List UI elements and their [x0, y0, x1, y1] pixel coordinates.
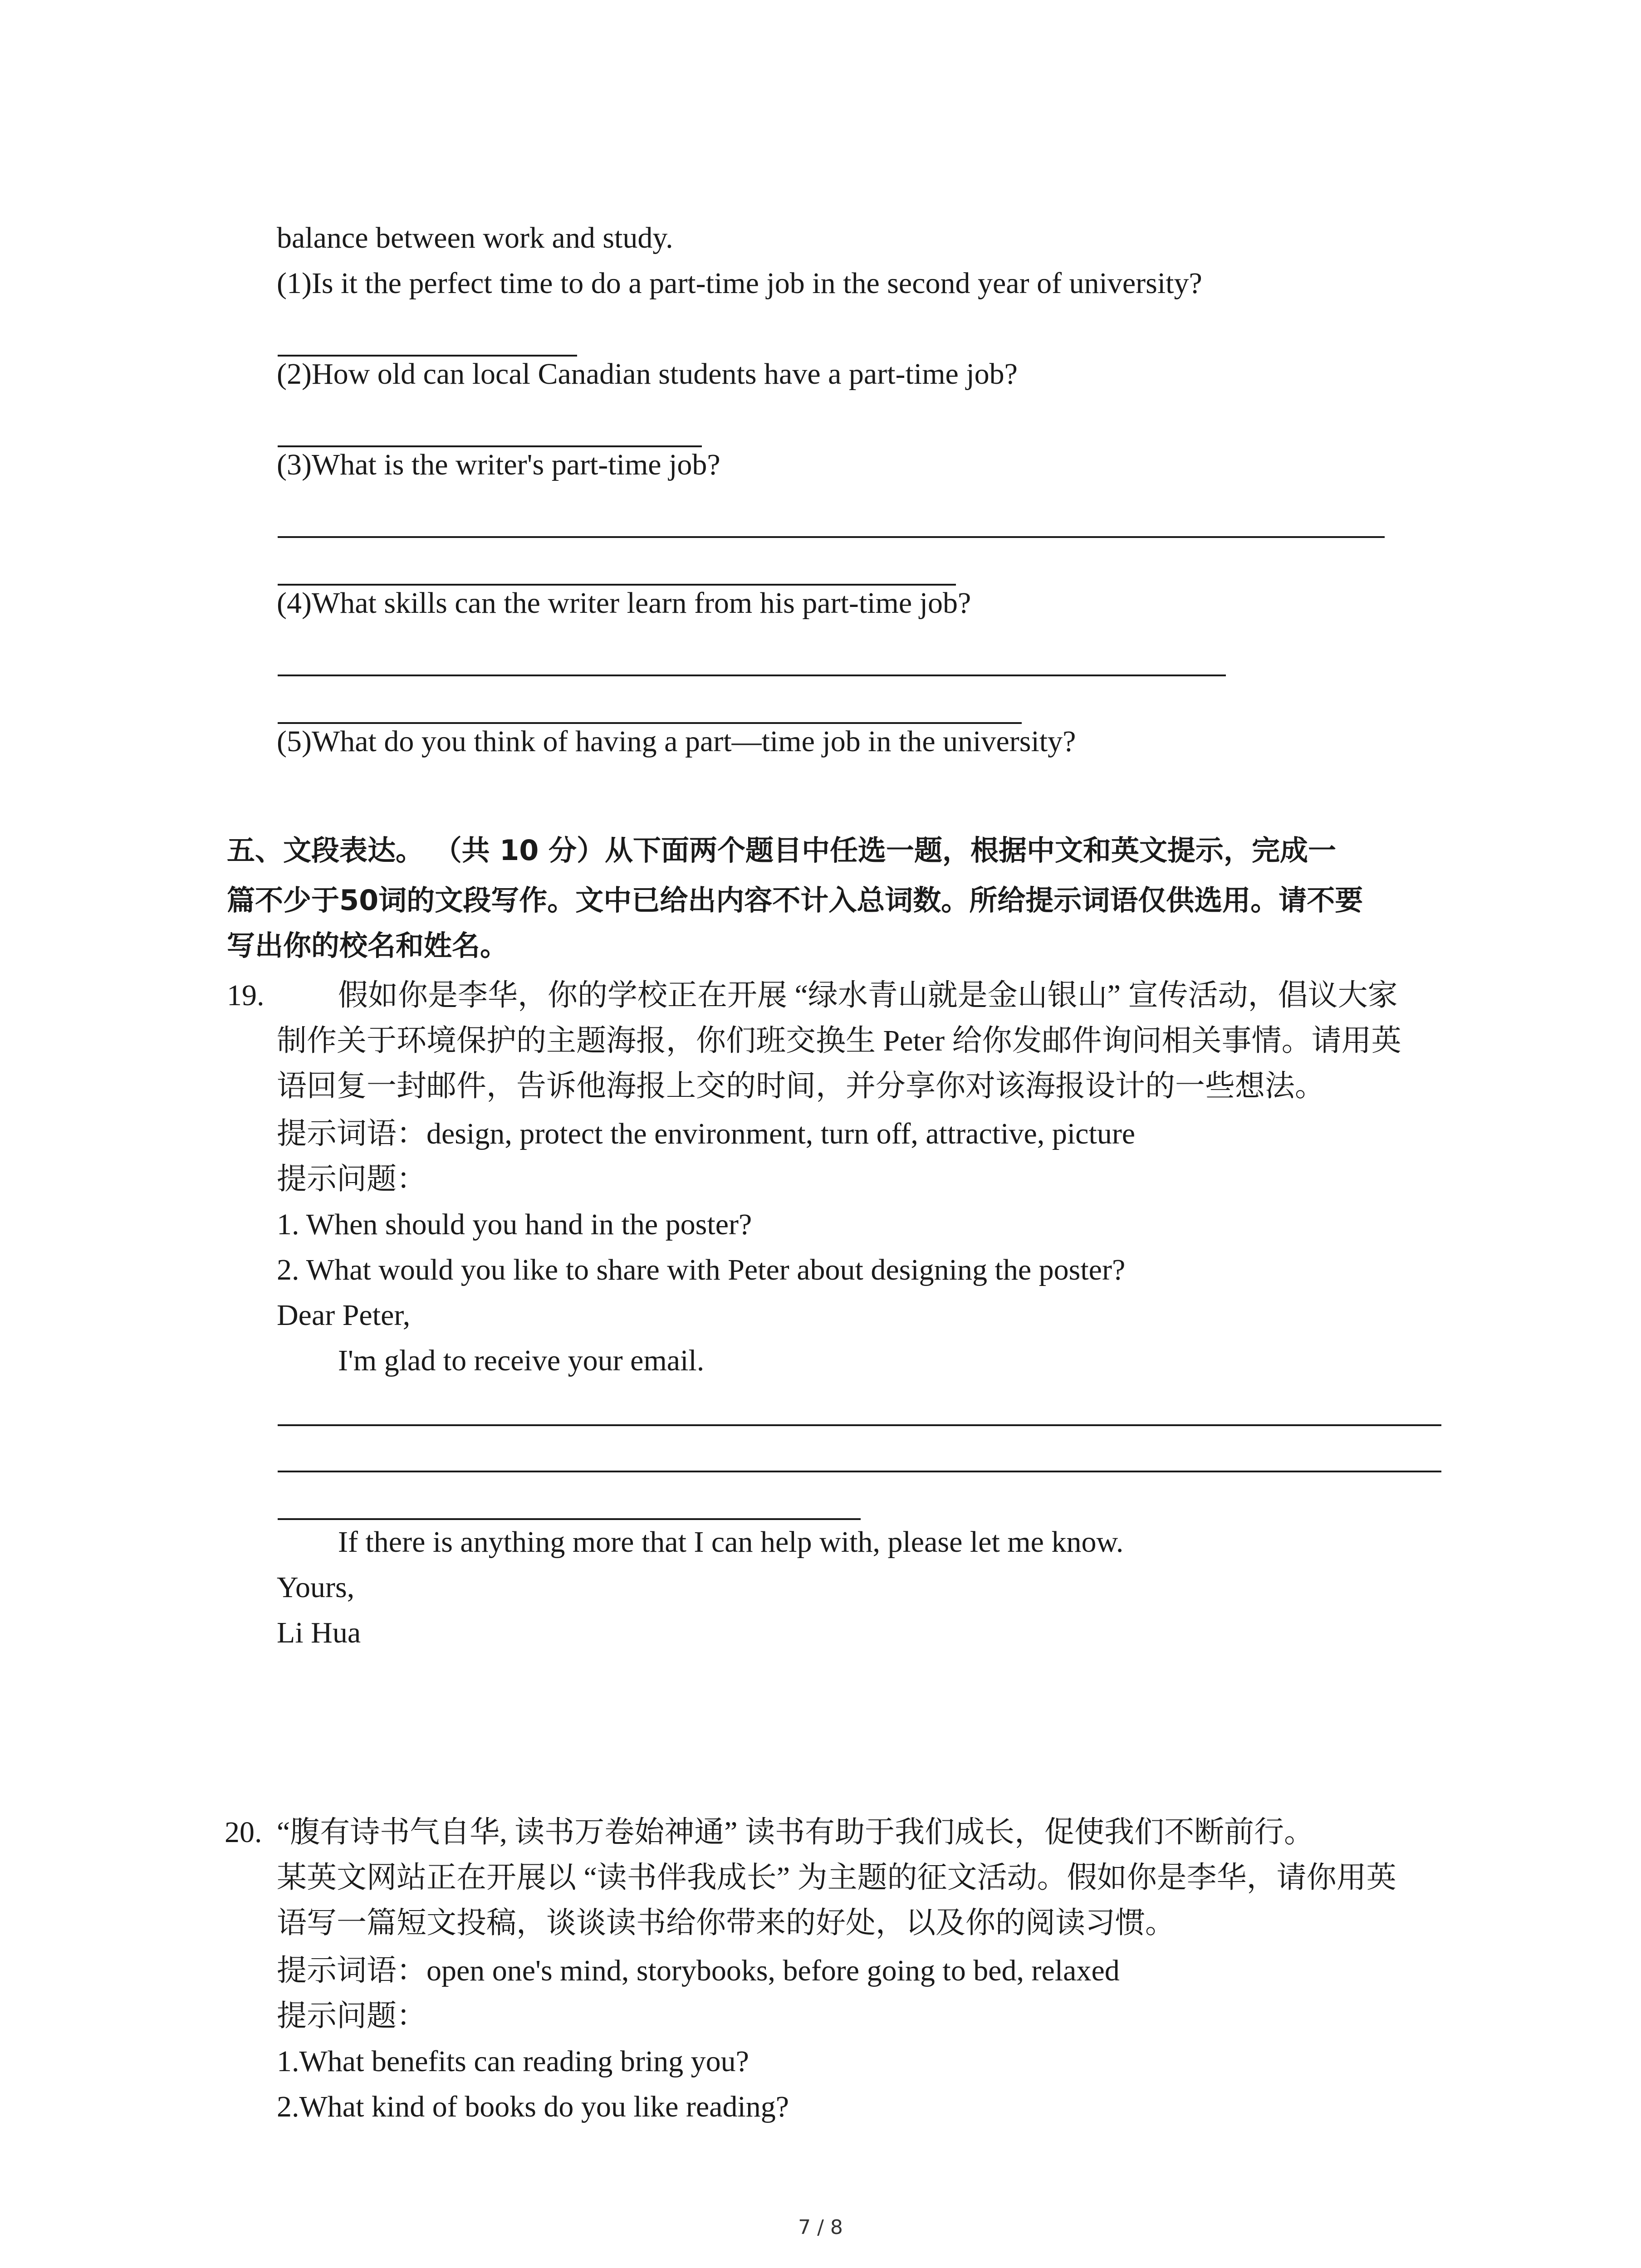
task19-salutation: Dear Peter, [277, 1299, 411, 1332]
task20-hint-words: 提示词语：open one's mind, storybooks, before going to bed, relaxed [277, 1954, 1120, 1987]
task19-opening: I'm glad to receive your email. [338, 1344, 705, 1377]
section-five-heading-line2: 篇不少于50词的文段写作。文中已给出内容不计入总词数。所给提示词语仅供选用。请不要 [227, 884, 1363, 917]
answer-line-4a[interactable] [278, 675, 1226, 676]
question-2: (2)How old can local Canadian students have a part-time job? [277, 357, 1018, 391]
task19-prompt-line2: 制作关于环境保护的主题海报，你们班交换生 Peter 给你发邮件询问相关事情。请用英 [277, 1024, 1401, 1057]
question-3: (3)What is the writer's part-time job? [277, 448, 720, 481]
writing-line-3[interactable] [278, 1518, 861, 1520]
passage-end-text: balance between work and study. [277, 221, 673, 254]
task20-prompt-line3: 语写一篇短文投稿，谈谈读书给你带来的好处，以及你的阅读习惯。 [277, 1906, 1175, 1940]
task19-signoff: Yours, [277, 1571, 355, 1604]
task20-number: 20. [225, 1816, 262, 1849]
section-five-heading-line3: 写出你的校名和姓名。 [227, 929, 509, 962]
task19-number: 19. [227, 979, 265, 1012]
task19-prompt-line3: 语回复一封邮件，告诉他海报上交的时间，并分享你对该海报设计的一些想法。 [277, 1070, 1325, 1103]
task19-question2: 2. What would you like to share with Peter about designing the poster? [277, 1253, 1126, 1286]
answer-line-3a[interactable] [278, 536, 1385, 538]
writing-line-1[interactable] [278, 1424, 1441, 1426]
section-five-heading-line1: 五、文段表达。 （共 10 分）从下面两个题目中任选一题，根据中文和英文提示，完成一 [227, 834, 1337, 867]
task19-hint-questions-label: 提示问题： [277, 1163, 426, 1196]
task19-prompt-line1: 假如你是李华，你的学校正在开展 “绿水青山就是金山银山” 宣传活动，倡议大家 [338, 979, 1398, 1012]
question-1: (1)Is it the perfect time to do a part-time job in the second year of university? [277, 267, 1202, 300]
question-4: (4)What skills can the writer learn from his part-time job? [277, 587, 971, 620]
page-indicator: 7 / 8 [798, 2216, 843, 2239]
task19-hint-words: 提示词语：design, protect the environment, turn off, attractive, picture [277, 1117, 1136, 1150]
task19-signature: Li Hua [277, 1616, 361, 1649]
writing-line-2[interactable] [278, 1471, 1441, 1472]
task20-prompt-line2: 某英文网站正在开展以 “读书伴我成长” 为主题的征文活动。假如你是李华，请你用英 [277, 1861, 1396, 1894]
task19-closing: If there is anything more that I can help with, please let me know. [338, 1525, 1124, 1559]
question-5: (5)What do you think of having a part—time job in the university? [277, 725, 1076, 758]
task20-prompt-line1: “腹有诗书气自华, 读书万卷始神通” 读书有助于我们成长，促使我们不断前行。 [277, 1816, 1314, 1849]
task19-question1: 1. When should you hand in the poster? [277, 1208, 752, 1241]
task20-hint-questions-label: 提示问题： [277, 1999, 426, 2033]
task20-question2: 2.What kind of books do you like reading? [277, 2090, 789, 2123]
task20-question1: 1.What benefits can reading bring you? [277, 2045, 749, 2078]
